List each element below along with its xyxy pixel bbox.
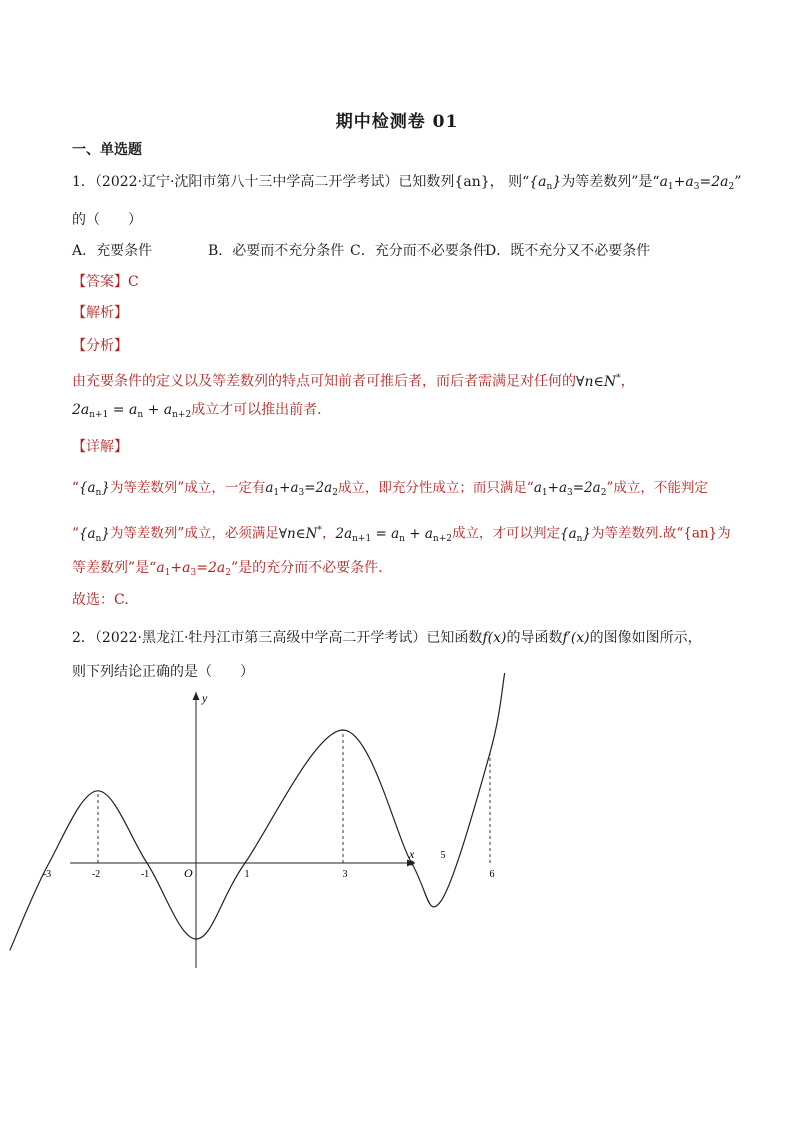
x-tick-labels (43, 850, 495, 880)
q1-mid2: 为等差数列”是“ (561, 174, 660, 190)
origin-label: O (184, 866, 193, 880)
zero-point-dot (409, 861, 414, 866)
q2-stem-line2: 则下列结论正确的是（ ） (72, 664, 254, 680)
d2a: “ (72, 525, 79, 542)
d1d: ”成立，不能判定 (606, 480, 708, 496)
d1c: 成立，即充分性成立；而只满足“ (337, 480, 534, 496)
q1-answer: 【答案】C (72, 274, 139, 290)
q1-forall: ∀n∈N* (576, 373, 621, 390)
page-title: 期中检测卷 01 (335, 112, 459, 132)
q2-fpx: f′(x) (562, 630, 590, 646)
q1-fenxi-body: 由充要条件的定义以及等差数列的特点可知前者可推后者，而后者需满足对任何的 (72, 373, 576, 390)
q1-option-c: C．充分而不必要条件 (350, 243, 487, 259)
q1-prefix: 1．（2022·辽宁·沈阳市第八十三中学高二开学考试）已知数列{an}， (72, 174, 504, 190)
q1-choice: 故选：C. (72, 592, 129, 608)
x-axis-label: x (409, 847, 415, 861)
d3-math: $a_1+a_3=2a_2$ (156, 560, 231, 578)
d3a: 等差数列”是“ (72, 560, 157, 576)
derivative-curve (10, 673, 505, 950)
derivative-graph (42, 680, 495, 970)
d1b: 为等差数列”成立，一定有 (109, 480, 266, 496)
q1-mid1: 则“ (508, 174, 530, 190)
d2d: 成立，才可以判定 (452, 525, 560, 542)
d2-forall: ∀n∈N* (278, 525, 322, 542)
q1-option-a: A．充要条件 (72, 243, 153, 259)
q1-seq: $\{a_n\}$ (529, 174, 562, 192)
x-tick-label: -2 (91, 869, 101, 880)
d1-math2: $a_1+a_3=2a_2$ (533, 480, 607, 498)
q1-detail-line3 (72, 558, 383, 583)
d1-seq: $\{a_n\}$ (78, 480, 110, 498)
section-heading: 一、单选题 (72, 142, 142, 158)
q1-fenxi-line2-text: 成立才可以推出前者. (191, 402, 322, 418)
x-tick-label: 6 (489, 869, 495, 880)
d1a: “ (72, 480, 79, 496)
q1-option-b: B．必要而不充分条件 (208, 243, 345, 259)
q2-stem-line1 (72, 628, 702, 648)
d1-math: $a_1+a_3=2a_2$ (265, 480, 338, 498)
q1-fenxi-line2 (72, 400, 322, 425)
q2-fx: f(x) (482, 630, 507, 646)
graph-axes (70, 691, 415, 968)
d2c: ， (322, 525, 336, 542)
d2b: 为等差数列”成立，必须满足 (109, 525, 279, 542)
d2e: 为等差数列.故“{an}为 (591, 525, 731, 542)
q1-recurrence: $2a_{n+1} = a_n + a_{n+2}$ (72, 402, 192, 420)
x-tick-label: -1 (140, 869, 150, 880)
x-tick-label: 5 (440, 850, 446, 861)
x-tick-label: -3 (42, 869, 52, 880)
y-axis-arrow (193, 692, 200, 700)
q1-detail-line2 (72, 520, 731, 549)
q2-b: 的导函数 (506, 630, 563, 646)
q1-fenxi-label: 【分析】 (72, 338, 128, 354)
q1-stem-line1 (72, 172, 741, 197)
q1-tail: ” (734, 174, 742, 190)
q1-analysis-label: 【解析】 (72, 305, 128, 321)
q2-c: 的图像如图所示， (589, 630, 702, 646)
d2-seq: $\{a_n\}$ (78, 525, 110, 544)
d2-math: $2a_{n+1} = a_n + a_{n+2}$ (335, 525, 452, 544)
x-tick-label: 1 (244, 869, 250, 880)
q1-option-d: D．既不充分又不必要条件 (485, 243, 651, 259)
q1-fenxi-text (72, 368, 635, 392)
q1-stem-line2: 的（ ） (72, 212, 142, 228)
d3b: ”是的充分而不必要条件. (230, 560, 383, 576)
drop-lines (98, 730, 490, 863)
q2-a: 2．（2022·黑龙江·牡丹江市第三高级中学高二开学考试）已知函数 (72, 630, 483, 646)
y-axis-label: y (202, 691, 208, 705)
d2-seq2: $\{a_n\}$ (560, 525, 592, 544)
q1-condition: $a_1+a_3=2a_2$ (659, 174, 735, 192)
q1-fenxi-end: ， (620, 373, 635, 390)
q1-detail-line1 (72, 478, 708, 503)
x-tick-label: 3 (342, 869, 348, 880)
q1-detail-label: 【详解】 (72, 439, 128, 455)
